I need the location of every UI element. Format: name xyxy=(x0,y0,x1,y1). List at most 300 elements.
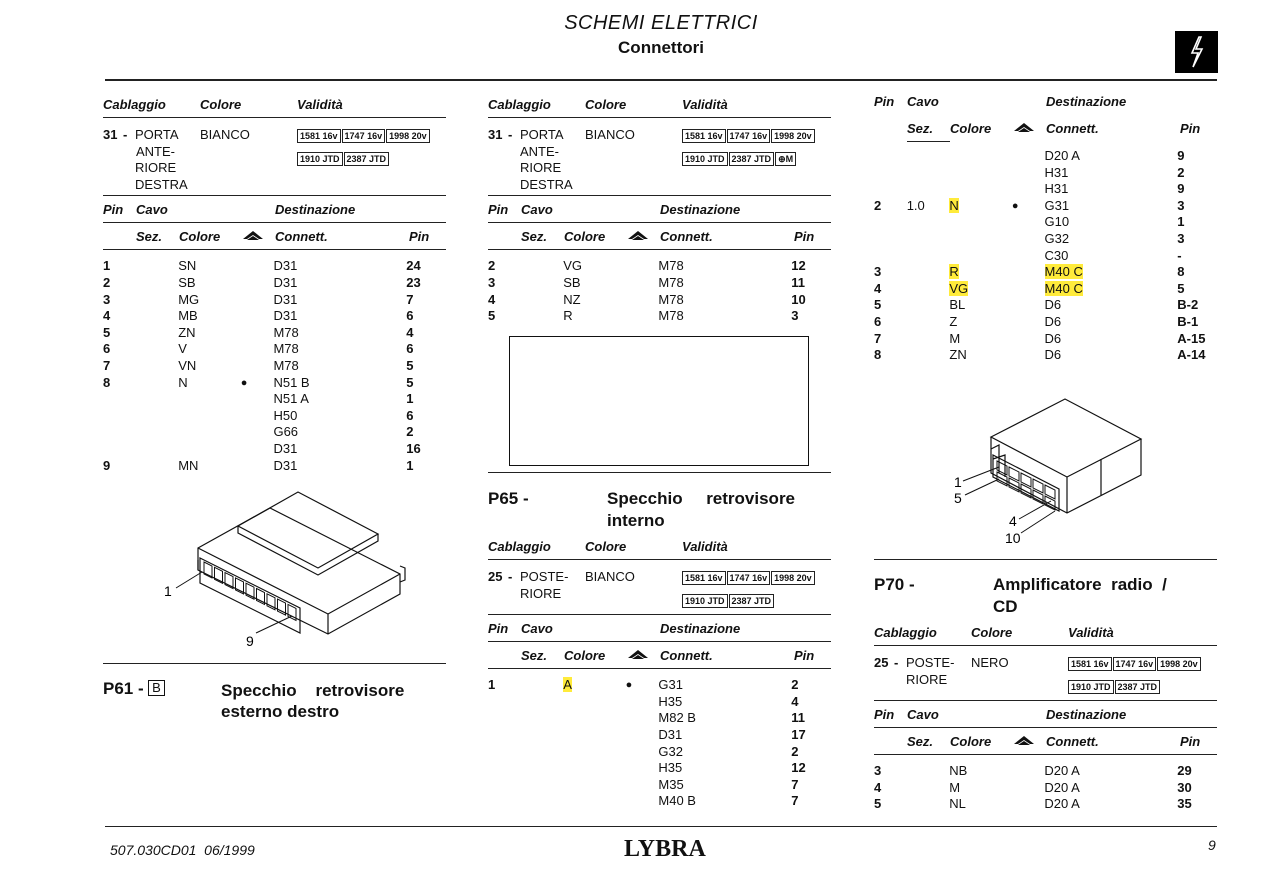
table-row xyxy=(103,391,446,408)
pin-table xyxy=(103,258,446,474)
connett-cell: D31 xyxy=(273,274,298,290)
mark-cell xyxy=(241,391,274,408)
page-title: SCHEMI ELETTRICI xyxy=(564,12,758,34)
pin-table xyxy=(874,148,1217,364)
pin-dest-cell: 11 xyxy=(791,710,805,726)
column-3: Pin Cavo Destinazione Sez. Colore Connett. Pin D20 A 9 H31 2 H31 9 2 1.0 N ● G31 3 G10 1 G32 3 C30 - 3 R M40 C 8 4 VG M40 C 5 5 BL D6 B-2 6 Z D6 B-1 7 M D6 A-15 8 ZN D6 A-14 xyxy=(874,94,1217,364)
colore-cell: R xyxy=(949,264,959,280)
mark-cell xyxy=(626,308,659,325)
table-row xyxy=(874,347,1217,364)
sez-cell xyxy=(136,258,179,275)
colore-cell xyxy=(563,760,625,777)
mark-cell xyxy=(1012,297,1045,314)
sez-cell xyxy=(907,347,950,364)
colore-cell xyxy=(949,148,1011,165)
sez-cell xyxy=(907,780,950,797)
mark-cell xyxy=(626,292,659,309)
connett-cell: M78 xyxy=(658,308,684,324)
pin-dest-cell: 1 xyxy=(406,391,414,407)
pin-cell: 4 xyxy=(103,308,111,324)
connett-cell: G10 xyxy=(1044,214,1070,230)
colore-cell: ZN xyxy=(949,347,967,363)
colore-cell: SB xyxy=(178,274,196,290)
mark-cell xyxy=(241,275,274,292)
pin-dest-cell: B-2 xyxy=(1177,297,1199,313)
colore-cell xyxy=(563,694,625,711)
connett-cell: D20 A xyxy=(1044,148,1080,163)
sez-cell: 1.0 xyxy=(906,197,925,213)
connett-cell: D31 xyxy=(658,726,683,742)
pin-dest-cell: 11 xyxy=(791,274,805,290)
mark-cell xyxy=(241,441,274,458)
mark-cell xyxy=(1012,796,1045,813)
colore-cell: Z xyxy=(949,313,958,329)
pin-dest-cell: 5 xyxy=(406,374,414,390)
pin-cell xyxy=(874,214,907,231)
colore-cell: VG xyxy=(563,258,583,274)
mark-cell xyxy=(241,341,274,358)
colore-cell xyxy=(178,408,241,425)
pin-cell xyxy=(103,408,136,425)
sez-cell xyxy=(136,408,179,425)
colore-cell xyxy=(563,777,625,794)
colore-cell: NB xyxy=(949,763,968,779)
pin-cell: 2 xyxy=(488,258,496,274)
connett-cell: D6 xyxy=(1044,330,1062,346)
mark-cell xyxy=(241,308,274,325)
colore-cell: V xyxy=(178,341,187,357)
colore-cell xyxy=(178,391,241,408)
mark-cell xyxy=(626,760,659,777)
connector-icon xyxy=(627,648,660,668)
pin-dest-cell: 30 xyxy=(1177,779,1192,795)
connett-cell: D20 A xyxy=(1044,796,1080,812)
pin-cell: 4 xyxy=(488,291,496,307)
pin-dest-cell: 7 xyxy=(791,793,799,809)
sez-cell xyxy=(907,231,950,248)
lightning-icon xyxy=(1175,31,1218,73)
connett-cell: H35 xyxy=(658,693,683,709)
pin-dest-cell: 6 xyxy=(406,341,414,357)
cablaggio-row: 31 - PORTA ANTE- RIORE DESTRA BIANCO 1581 16v 1747 16v 1998 20v 1910 JTD 2387 JTD ⊕M xyxy=(488,127,831,193)
pin-dest-cell: 5 xyxy=(1177,280,1185,296)
section-p61: P61 - B Specchio retrovisore esterno destro xyxy=(103,679,405,721)
pin-cell: 8 xyxy=(874,347,882,363)
table-row xyxy=(874,780,1217,797)
pin-dest-cell: 4 xyxy=(406,324,414,340)
mark-cell xyxy=(626,275,659,292)
colore-cell: A xyxy=(563,677,572,693)
pin-label-9: 9 xyxy=(246,633,254,649)
table-row xyxy=(103,375,446,392)
cablaggio-row: 31 - PORTA ANTE- RIORE DESTRA BIANCO 1581 16v 1747 16v 1998 20v 1910 JTD 2387 JTD xyxy=(103,127,446,193)
pin-dest-cell: 9 xyxy=(1177,148,1185,163)
connett-cell: N51 A xyxy=(273,391,309,407)
sez-cell xyxy=(136,325,179,342)
pin-cell: 5 xyxy=(874,297,882,313)
pin-label-1: 1 xyxy=(164,583,172,599)
mark-cell xyxy=(626,744,659,761)
pin-cell xyxy=(488,777,521,794)
pin-dest-cell: 12 xyxy=(791,760,806,776)
table-row xyxy=(103,292,446,309)
pin-dest-cell: 35 xyxy=(1177,796,1192,812)
sez-cell xyxy=(521,677,564,694)
connett-cell: M40 C xyxy=(1044,264,1083,280)
mark-cell xyxy=(626,710,659,727)
table-row xyxy=(874,148,1217,165)
pin-cell xyxy=(488,694,521,711)
pin-cavity xyxy=(204,562,212,578)
colore-cell: NL xyxy=(949,796,966,812)
pin-dest-cell: 9 xyxy=(1177,181,1185,197)
pin-dest-cell: A-15 xyxy=(1177,330,1206,346)
pin-dest-cell: 16 xyxy=(406,440,421,456)
sez-cell xyxy=(907,297,950,314)
header-rule xyxy=(105,79,1217,81)
sez-cell xyxy=(907,796,950,813)
pin-dest-cell: 3 xyxy=(791,308,799,324)
sez-cell xyxy=(907,314,950,331)
table-row xyxy=(488,760,831,777)
mark-cell: ● xyxy=(240,376,248,389)
connett-cell: M78 xyxy=(658,258,684,274)
pin-dest-cell: 6 xyxy=(406,407,414,423)
sez-cell xyxy=(907,214,950,231)
image-placeholder xyxy=(509,336,809,466)
connett-cell: D31 xyxy=(273,308,298,324)
table-row xyxy=(488,258,831,275)
pin-dest-cell: 24 xyxy=(406,258,421,274)
sez-cell xyxy=(136,275,179,292)
colore-cell xyxy=(949,231,1011,248)
connett-cell: M35 xyxy=(658,776,684,792)
pin-cell: 6 xyxy=(103,341,111,357)
pin-cell: 4 xyxy=(874,280,882,296)
sez-cell xyxy=(907,148,950,165)
sez-cell xyxy=(521,258,564,275)
colore-cell xyxy=(563,710,625,727)
connett-cell: D20 A xyxy=(1044,763,1080,779)
connett-cell: G31 xyxy=(1044,197,1070,213)
sez-cell xyxy=(907,248,950,265)
pin-dest-cell: - xyxy=(1177,247,1182,263)
brand-logo: LYBRA xyxy=(624,836,706,862)
connett-cell: M78 xyxy=(273,341,299,357)
pin-dest-cell: 2 xyxy=(791,677,799,693)
sez-cell xyxy=(907,165,950,182)
sez-cell xyxy=(521,727,564,744)
connett-cell: M40 B xyxy=(658,793,696,809)
sez-cell xyxy=(136,375,179,392)
pin-cell xyxy=(103,441,136,458)
connector-icon xyxy=(1013,121,1046,141)
table-row xyxy=(488,793,831,810)
pin-dest-cell: 5 xyxy=(406,357,414,373)
mark-cell xyxy=(1012,347,1045,364)
mark-cell xyxy=(1012,248,1045,265)
pin-dest-cell: 6 xyxy=(406,308,414,324)
pin-label-5: 5 xyxy=(954,490,962,506)
connector-icon xyxy=(242,229,275,249)
pin-dest-cell: 2 xyxy=(791,743,799,759)
pin-label-1: 1 xyxy=(954,474,962,490)
connett-cell: M78 xyxy=(273,357,299,373)
table-row xyxy=(488,710,831,727)
table-row xyxy=(103,424,446,441)
pin-cell: 5 xyxy=(103,324,111,340)
pin-dest-cell: 4 xyxy=(791,693,799,709)
colore-cell xyxy=(178,424,241,441)
pin-dest-cell: 17 xyxy=(791,726,806,742)
pin-cell: 6 xyxy=(874,313,882,329)
connett-cell: H31 xyxy=(1044,164,1069,180)
mark-cell xyxy=(1012,780,1045,797)
pin-label-10: 10 xyxy=(1005,530,1021,546)
table-row xyxy=(874,297,1217,314)
mark-cell xyxy=(241,358,274,375)
pin-dest-cell: 2 xyxy=(406,424,414,440)
mark-cell xyxy=(1012,214,1045,231)
section-p65: P65 - Specchio retrovisore interno xyxy=(488,489,796,530)
table-row xyxy=(874,331,1217,348)
sez-cell xyxy=(136,308,179,325)
pin-cell: 5 xyxy=(874,796,882,812)
connett-cell: M40 C xyxy=(1044,280,1083,296)
pin-cell xyxy=(874,148,907,165)
pin-label-4: 4 xyxy=(1009,513,1017,529)
sez-cell xyxy=(521,777,564,794)
colore-cell xyxy=(178,441,241,458)
colore-cell: MG xyxy=(178,291,200,307)
colore-cell: N xyxy=(949,197,959,213)
pin-cell: 1 xyxy=(103,258,111,274)
mark-cell xyxy=(1012,165,1045,182)
section-p70: P70 - Amplificatore radio / CD xyxy=(874,575,1167,616)
mark-cell xyxy=(1012,331,1045,348)
pin-dest-cell: 8 xyxy=(1177,264,1185,280)
colore-cell: MB xyxy=(178,308,198,324)
pin-dest-cell: 7 xyxy=(791,776,799,792)
pin-cell xyxy=(488,760,521,777)
sez-cell xyxy=(521,694,564,711)
pin-dest-cell: 12 xyxy=(791,258,806,274)
table-row xyxy=(874,231,1217,248)
pin-cell xyxy=(103,391,136,408)
sez-cell xyxy=(521,308,564,325)
colore-cell xyxy=(949,214,1011,231)
mark-cell xyxy=(1012,281,1045,298)
table-row xyxy=(874,248,1217,265)
connett-cell: G66 xyxy=(273,424,299,440)
pin-cell: 7 xyxy=(103,357,111,373)
table-row xyxy=(103,275,446,292)
sez-cell xyxy=(136,441,179,458)
pin-dest-cell: 3 xyxy=(1177,230,1185,246)
colore-cell: SB xyxy=(563,274,581,290)
mark-cell xyxy=(1012,148,1045,165)
sez-cell xyxy=(907,331,950,348)
table-row xyxy=(488,275,831,292)
table-row xyxy=(874,165,1217,182)
pin-cell xyxy=(488,710,521,727)
pin-cell: 3 xyxy=(874,763,882,779)
colore-cell xyxy=(563,727,625,744)
page-subtitle: Connettori xyxy=(618,38,704,57)
table-row xyxy=(874,796,1217,813)
connett-cell: D6 xyxy=(1044,297,1062,313)
pin-cell: 5 xyxy=(488,308,496,324)
pin-dest-cell: 1 xyxy=(1177,214,1185,230)
pin-cell xyxy=(874,248,907,265)
connett-cell: H35 xyxy=(658,760,683,776)
sez-cell xyxy=(521,744,564,761)
connector-diagram xyxy=(160,488,410,653)
colore-cell: ZN xyxy=(178,324,196,340)
sez-cell xyxy=(136,358,179,375)
connett-cell: G32 xyxy=(1044,230,1070,246)
pin-table xyxy=(488,677,831,810)
colore-cell xyxy=(563,793,625,810)
colore-cell: VG xyxy=(949,280,969,296)
pin-cell: 3 xyxy=(103,291,111,307)
column-2: Cablaggio Colore Validità 31 - PORTA ANTE- RIORE DESTRA BIANCO 1581 16v 1747 16v 1998 20v 1910 JTD 2387 JTD ⊕M Pin Cavo Destinazione Sez. Colore Connett. Pin 2 VG M78 12 3 SB M78 11 4 NZ M78 10 5 R M78 3 xyxy=(488,97,831,325)
pin-dest-cell: 10 xyxy=(791,291,806,307)
table-row xyxy=(874,314,1217,331)
mark-cell xyxy=(626,694,659,711)
mark-cell xyxy=(1012,763,1045,780)
sez-cell xyxy=(521,275,564,292)
pin-dest-cell: 23 xyxy=(406,274,421,290)
connector-icon xyxy=(627,229,660,249)
colore-cell: SN xyxy=(178,258,197,274)
pin-dest-cell: 1 xyxy=(406,457,414,473)
table-row xyxy=(874,763,1217,780)
pin-dest-cell: 7 xyxy=(406,291,414,307)
pin-cell xyxy=(488,793,521,810)
colore-cell: MN xyxy=(178,457,199,473)
table-row xyxy=(488,308,831,325)
mark-cell xyxy=(1012,264,1045,281)
connett-cell: C30 xyxy=(1044,247,1069,263)
colore-cell: N xyxy=(178,374,188,390)
pin-cell: 3 xyxy=(488,274,496,290)
sez-cell xyxy=(907,264,950,281)
mark-cell xyxy=(626,727,659,744)
table-row xyxy=(874,214,1217,231)
table-row xyxy=(103,341,446,358)
sez-cell xyxy=(136,458,179,475)
mark-cell xyxy=(241,408,274,425)
pin-cell xyxy=(488,727,521,744)
sez-cell xyxy=(521,292,564,309)
pin-cell xyxy=(874,165,907,182)
pin-cell: 9 xyxy=(103,457,111,473)
table-row xyxy=(874,264,1217,281)
connett-cell: M78 xyxy=(273,324,299,340)
mark-cell xyxy=(241,458,274,475)
pin-dest-cell: A-14 xyxy=(1177,347,1206,363)
table-row xyxy=(103,458,446,475)
doc-code: 507.030CD01 06/1999 xyxy=(110,842,255,858)
column-3b: Cablaggio Colore Validità 25 - POSTE- RIORE NERO 1581 16v 1747 16v 1998 20v 1910 JTD 2387 JTD Pin Cavo Destinazione Sez. Colore Connett. Pin 3 NB D20 A 29 4 M D20 A 30 5 NL D20 A 35 xyxy=(874,625,1217,813)
colore-cell: VN xyxy=(178,357,197,373)
connett-cell: H50 xyxy=(273,407,298,423)
connett-cell: D31 xyxy=(273,440,298,456)
mark-cell xyxy=(1012,231,1045,248)
mark-cell xyxy=(241,424,274,441)
section-box: B xyxy=(148,680,165,696)
sez-cell xyxy=(136,341,179,358)
sez-cell xyxy=(521,760,564,777)
pin-cell: 1 xyxy=(488,677,496,693)
pin-dest-cell: 29 xyxy=(1177,763,1192,779)
pin-dest-cell: B-1 xyxy=(1177,313,1199,329)
table-row xyxy=(103,258,446,275)
mark-cell: ● xyxy=(1011,199,1019,212)
table-row xyxy=(488,727,831,744)
colore-cell xyxy=(949,165,1011,182)
connett-cell: D6 xyxy=(1044,313,1062,329)
page-number: 9 xyxy=(1208,837,1216,853)
connett-cell: M78 xyxy=(658,291,684,307)
pin-cell xyxy=(488,744,521,761)
validita-header: Validità xyxy=(297,97,343,112)
sez-cell xyxy=(136,391,179,408)
table-row xyxy=(488,677,831,694)
pin-dest-cell: 3 xyxy=(1177,197,1185,213)
colore-cell: M xyxy=(949,330,961,346)
column-2b: Cablaggio Colore Validità 25 - POSTE- RIORE BIANCO 1581 16v 1747 16v 1998 20v 1910 JTD 2387 JTD Pin Cavo Destinazione Sez. Colore Connett. Pin 1 A ● G31 2 H35 4 M82 B 11 D31 17 G32 2 H35 12 M35 7 M40 B 7 xyxy=(488,539,831,810)
colore-cell xyxy=(949,248,1011,265)
colore-cell: M xyxy=(949,779,961,795)
pin-dest-cell: 2 xyxy=(1177,164,1185,180)
colore-cell: NZ xyxy=(563,291,581,307)
table-row xyxy=(103,408,446,425)
pin-cell: 3 xyxy=(874,264,882,280)
connett-cell: M78 xyxy=(658,274,684,290)
table-row xyxy=(103,358,446,375)
connett-cell: M82 B xyxy=(658,710,696,726)
mark-cell xyxy=(1012,181,1045,198)
column-1: Cablaggio Colore Validità 31 - PORTA ANTE- RIORE DESTRA BIANCO 1581 16v 1747 16v 1998 20v 1910 JTD 2387 JTD Pin Cavo Destinazione Sez. Colore Connett. Pin 1 SN D31 24 2 SB D31 23 3 MG D31 7 4 MB D31 6 5 ZN M78 4 6 V M78 6 7 VN M78 5 8 N ● N51 B 5 N51 A 1 H50 6 G66 2 D31 16 9 MN D31 1 xyxy=(103,97,446,474)
connett-cell: N51 B xyxy=(273,374,310,390)
connett-cell: G31 xyxy=(658,677,683,693)
colore-cell: BL xyxy=(949,297,966,313)
colore-cell xyxy=(563,744,625,761)
pin-cell xyxy=(874,181,907,198)
table-row xyxy=(874,181,1217,198)
cablaggio-row: 25 - POSTE- RIORE BIANCO 1581 16v 1747 16v 1998 20v 1910 JTD 2387 JTD xyxy=(488,569,831,608)
table-row xyxy=(103,308,446,325)
sez-cell xyxy=(907,181,950,198)
pin-cell: 7 xyxy=(874,330,882,346)
pin-table xyxy=(874,763,1217,813)
table-row xyxy=(488,777,831,794)
connett-cell: G32 xyxy=(658,743,683,759)
mark-cell xyxy=(626,777,659,794)
table-row xyxy=(874,198,1217,215)
mark-cell xyxy=(1012,314,1045,331)
mark-cell xyxy=(241,325,274,342)
table-row xyxy=(874,281,1217,298)
pin-cell xyxy=(874,231,907,248)
pin-cell: 4 xyxy=(874,779,882,795)
sez-cell xyxy=(907,281,950,298)
mark-cell xyxy=(626,793,659,810)
connett-cell: H31 xyxy=(1044,181,1069,197)
pin-cell: 2 xyxy=(103,274,111,290)
